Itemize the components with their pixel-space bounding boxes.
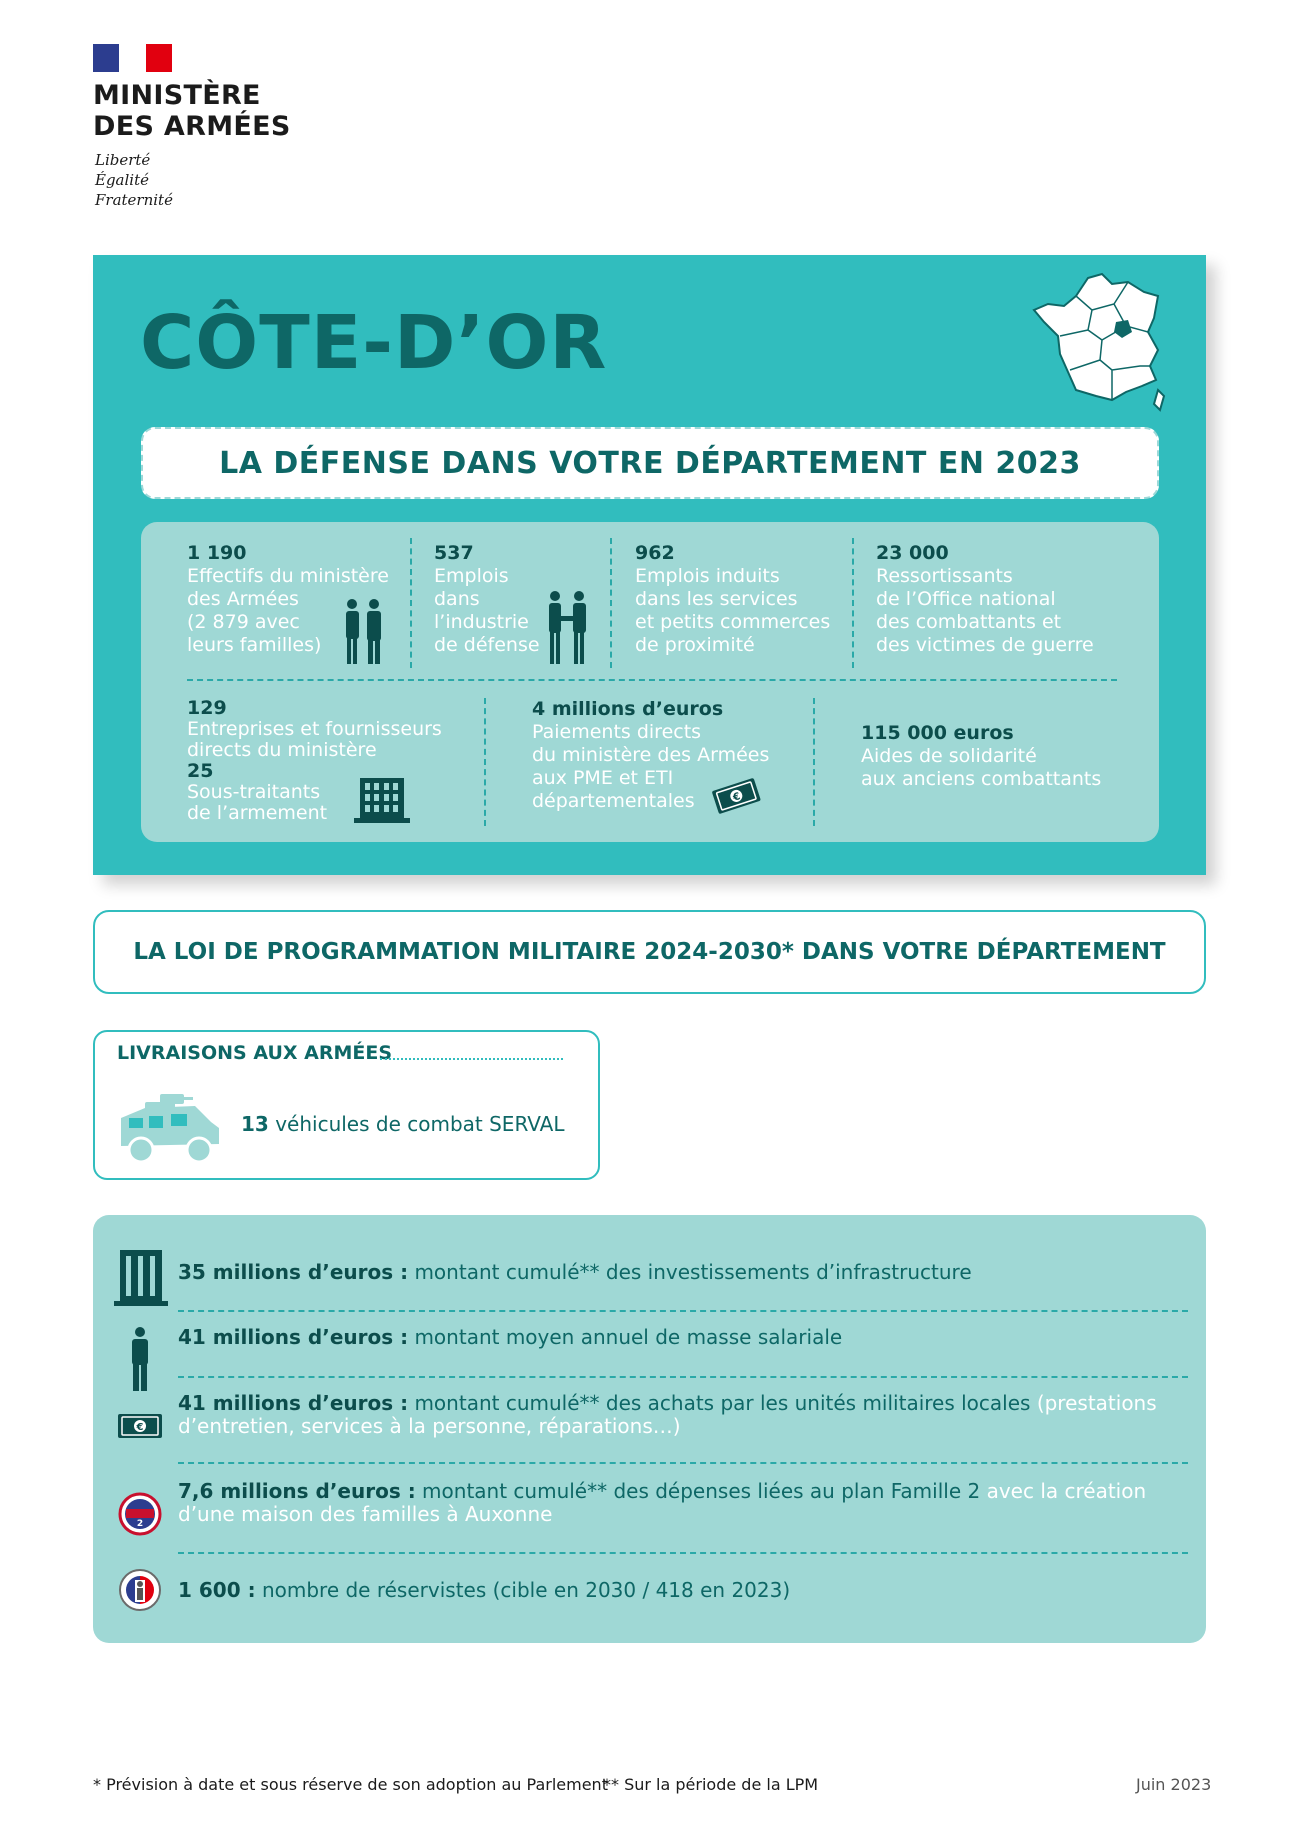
row-achats: 41 millions d’euros : montant cumulé** des achats par les unités militaires locales (prestations d’entretien, services à la personne, réparations…)	[178, 1391, 1157, 1438]
france-map-icon	[1030, 270, 1170, 415]
stat-emplois-induits: 962 Emplois induits dans les services et petits commerces de proximité	[635, 542, 831, 656]
divider	[178, 1552, 1188, 1554]
publication-date: Juin 2023	[1136, 1775, 1212, 1794]
banknote-icon	[708, 772, 764, 818]
stat-ressortissants: 23 000 Ressortissants de l’Office national des combattants et des victimes de guerre	[876, 542, 1094, 656]
department-title: CÔTE-D’OR	[140, 300, 608, 386]
lpm-title: LA LOI DE PROGRAMMATION MILITAIRE 2024-2030* DANS VOTRE DÉPARTEMENT	[133, 939, 1166, 965]
subtitle-text: LA DÉFENSE DANS VOTRE DÉPARTEMENT EN 2023	[219, 445, 1081, 481]
plan-famille-badge-icon	[118, 1492, 162, 1536]
building-icon	[114, 1246, 168, 1308]
row-reservistes: 1 600 : nombre de réservistes (cible en 2030 / 418 en 2023)	[178, 1578, 791, 1602]
footnote-2: ** Sur la période de la LPM	[603, 1775, 819, 1794]
divider	[410, 538, 412, 668]
subtitle-banner	[141, 427, 1159, 499]
stat-aides: 115 000 euros Aides de solidarité aux anciens combattants	[861, 722, 1102, 790]
divider	[813, 698, 815, 826]
building-icon	[352, 772, 412, 824]
livraisons-title: LIVRAISONS AUX ARMÉES	[117, 1042, 393, 1064]
svg-text:€: €	[136, 1422, 144, 1433]
divider	[178, 1376, 1188, 1378]
divider	[484, 698, 486, 826]
stat-entreprises: 129 Entreprises et fournisseurs directs du ministère 25 Sous-traitants de l’armement	[187, 697, 442, 824]
livraisons-text: 13 véhicules de combat SERVAL	[241, 1112, 565, 1136]
motto: Liberté Égalité Fraternité	[95, 151, 173, 209]
svg-text:€: €	[731, 791, 742, 804]
soldiers-icon	[338, 596, 388, 666]
handshake-icon	[545, 588, 591, 666]
divider	[187, 679, 1117, 681]
footnote-1: * Prévision à date et sous réserve de son adoption au Parlement	[93, 1775, 608, 1794]
armored-vehicle-icon	[115, 1088, 225, 1168]
banknote-icon	[114, 1408, 164, 1442]
divider	[852, 538, 854, 668]
ministry-name: MINISTÈRE DES ARMÉES	[93, 80, 291, 142]
row-plan-famille: 7,6 millions d’euros : montant cumulé** des dépenses liées au plan Famille 2 avec la création d’une maison des familles à Auxonne	[178, 1479, 1147, 1526]
person-icon	[128, 1326, 152, 1392]
svg-text:2: 2	[136, 1519, 144, 1529]
reserve-badge-icon	[118, 1568, 162, 1612]
divider	[178, 1462, 1188, 1464]
stat-emplois-industrie: 537 Emplois dans l’industrie de défense	[434, 542, 540, 656]
dotted-leader	[380, 1058, 563, 1060]
divider	[610, 538, 612, 668]
marianne-flag-logo	[93, 44, 172, 72]
divider	[178, 1310, 1188, 1312]
stat-paiements: 4 millions d’euros Paiements directs du ministère des Armées aux PME et ETI départementales	[532, 698, 770, 812]
row-masse-salariale: 41 millions d’euros : montant moyen annuel de masse salariale	[178, 1325, 843, 1349]
row-infrastructure: 35 millions d’euros : montant cumulé** des investissements d’infrastructure	[178, 1260, 972, 1284]
lpm-banner	[93, 910, 1206, 994]
stat-effectifs: 1 190 Effectifs du ministère des Armées (2 879 avec leurs familles)	[187, 542, 389, 656]
